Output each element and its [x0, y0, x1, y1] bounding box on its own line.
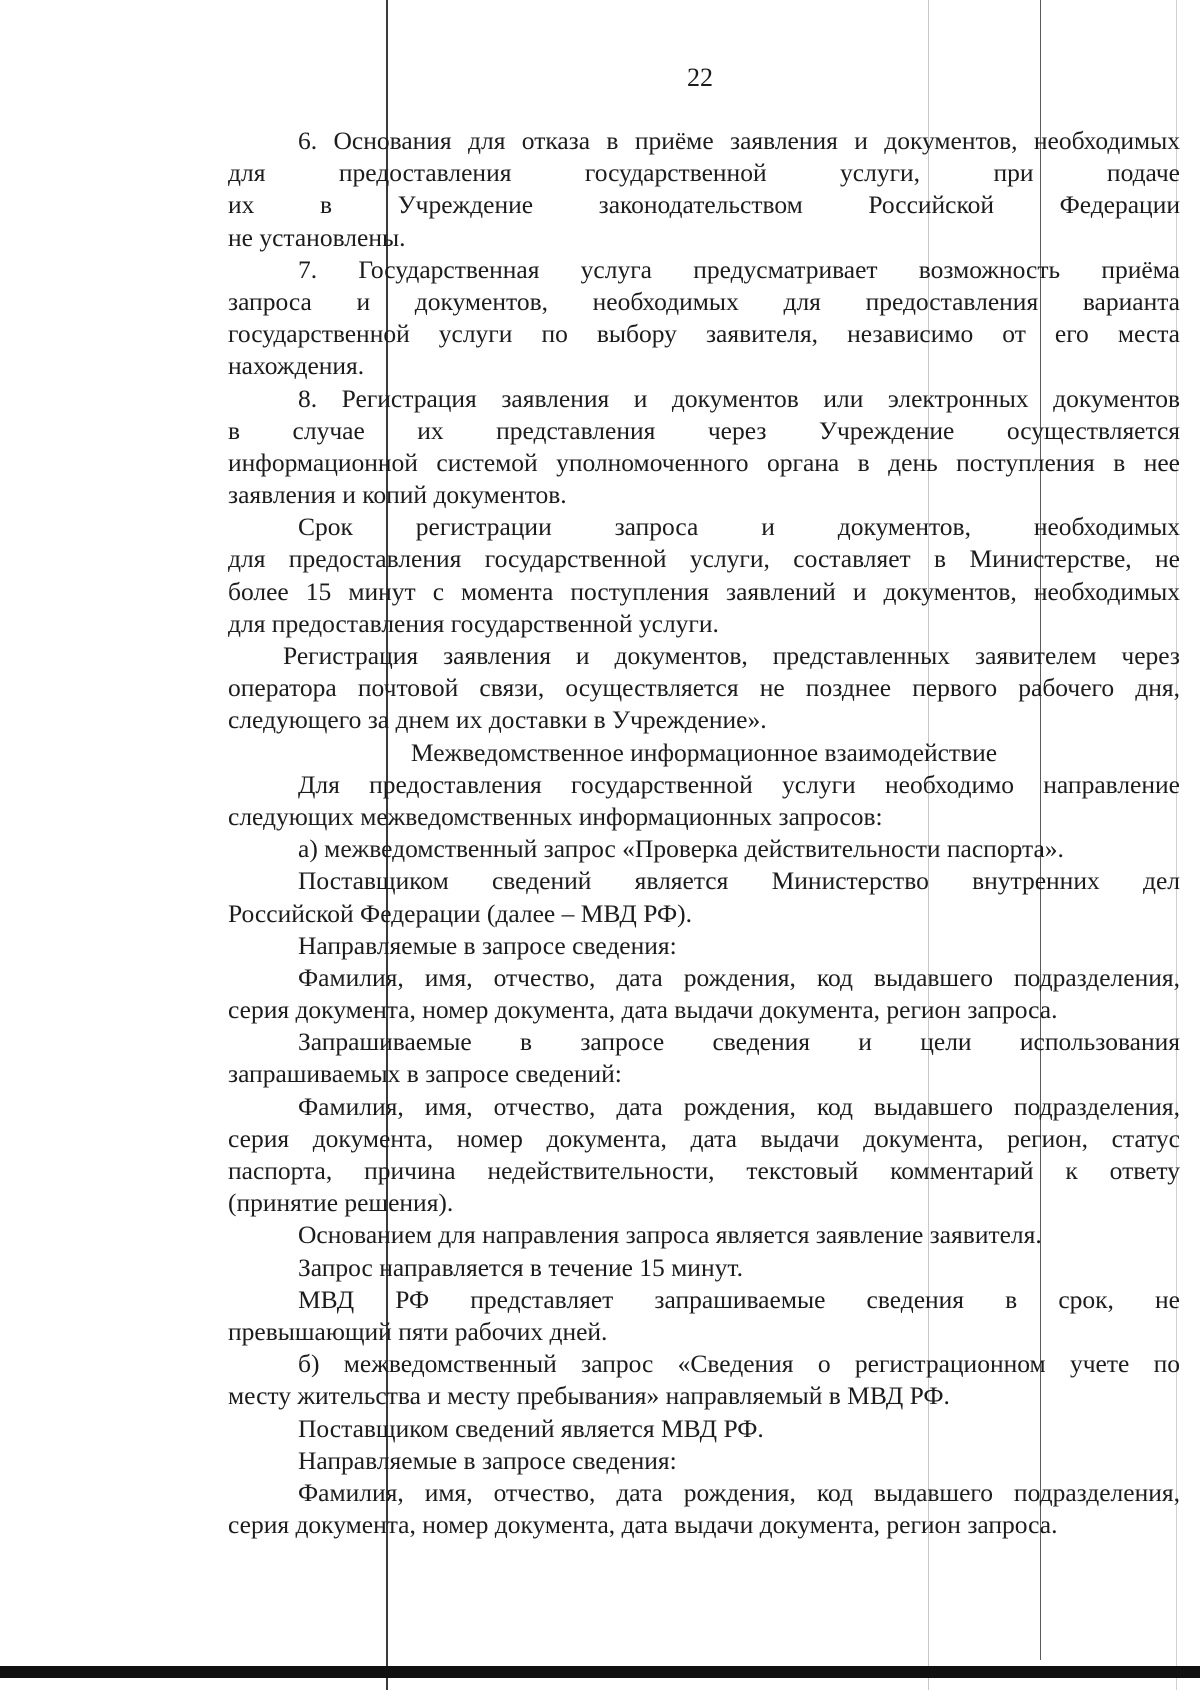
text-line: Направляемые в запросе сведения: [298, 1445, 677, 1475]
text-line: серия документа, номер документа, дата выдачи документа, регион, статус [228, 1123, 1180, 1153]
text-line: запроса и документов, необходимых для предоставления варианта [228, 286, 1180, 316]
text-line: серия документа, номер документа, дата выдачи документа, регион запроса. [228, 1510, 1058, 1540]
text-line: Направляемые в запросе сведения: [298, 930, 677, 960]
text-line: нахождения. [228, 351, 365, 381]
text-line: 6. Основания для отказа в приёме заявления и документов, необходимых [298, 126, 1180, 155]
text-line: Срок регистрации запроса и документов, необходимых [298, 512, 1180, 542]
text-line: оператора почтовой связи, осуществляется не позднее первого рабочего дня, [228, 673, 1180, 703]
text-line: следующих межведомственных информационных запросов: [228, 801, 883, 831]
text-line: заявления и копий документов. [228, 480, 567, 510]
text-line: государственной услуги по выбору заявителя, независимо от его места [228, 319, 1180, 349]
text-line: а) межведомственный запрос «Проверка действительности паспорта». [298, 834, 1064, 864]
text-line: 8. Регистрация заявления и документов или электронных документов [298, 383, 1180, 413]
text-line: МВД РФ представляет запрашиваемые сведения в срок, не [298, 1284, 1180, 1314]
text-line: Поставщиком сведений является МВД РФ. [298, 1413, 764, 1443]
page-number: 22 [687, 63, 713, 92]
text-line: Для предоставления государственной услуги необходимо направление [298, 769, 1180, 799]
text-line: информационной системой уполномоченного органа в день поступления в нее [228, 447, 1180, 477]
text-line: Фамилия, имя, отчество, дата рождения, код выдавшего подразделения, [298, 1091, 1180, 1121]
text-line: их в Учреждение законодательством Российской Федерации [228, 190, 1180, 220]
text-line: для предоставления государственной услуги. [228, 608, 719, 638]
text-line: месту жительства и месту пребывания» направляемый в МВД РФ. [228, 1381, 950, 1411]
text-line: Поставщиком сведений является Министерство внутренних дел [298, 866, 1180, 896]
text-line: 7. Государственная услуга предусматривает возможность приёма [298, 254, 1180, 284]
scan-bottom-edge [0, 1666, 1200, 1678]
text-line: для предоставления государственной услуги, составляет в Министерстве, не [228, 544, 1180, 574]
text-line: не установлены. [228, 222, 406, 252]
text-line: Фамилия, имя, отчество, дата рождения, код выдавшего подразделения, [298, 1477, 1180, 1507]
text-line: следующего за днем их доставки в Учреждение». [228, 705, 767, 735]
text-line: Основанием для направления запроса является заявление заявителя. [298, 1220, 1042, 1250]
text-line: Российской Федерации (далее – МВД РФ). [228, 898, 692, 928]
text-line: Запрашиваемые в запросе сведения и цели использования [298, 1027, 1180, 1057]
text-line: более 15 минут с момента поступления заявлений и документов, необходимых [228, 576, 1180, 606]
text-line: Межведомственное информационное взаимодействие [410, 737, 998, 767]
text-line: серия документа, номер документа, дата выдачи документа, регион запроса. [228, 995, 1058, 1025]
text-line: запрашиваемых в запросе сведений: [228, 1059, 622, 1089]
text-line: для предоставления государственной услуги, при подаче [228, 158, 1180, 188]
text-line: Регистрация заявления и документов, представленных заявителем через [283, 641, 1180, 670]
text-line: в случае их представления через Учреждение осуществляется [228, 415, 1180, 445]
text-line: б) межведомственный запрос «Сведения о регистрационном учете по [298, 1349, 1180, 1379]
document-body [228, 125, 1180, 1541]
text-line: Запрос направляется в течение 15 минут. [298, 1252, 743, 1282]
text-line: Фамилия, имя, отчество, дата рождения, код выдавшего подразделения, [298, 962, 1180, 992]
text-line: (принятие решения). [228, 1188, 454, 1218]
text-line: превышающий пяти рабочих дней. [228, 1316, 608, 1346]
text-line: паспорта, причина недействительности, текстовый комментарий к ответу [228, 1156, 1180, 1185]
